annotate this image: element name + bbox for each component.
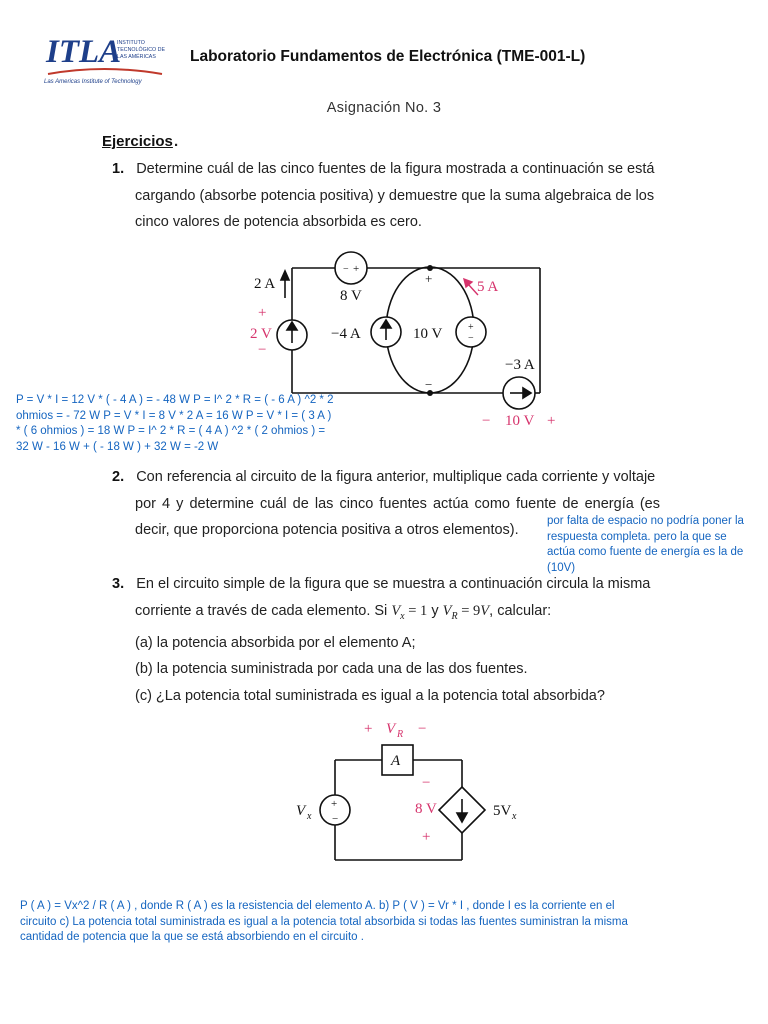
vr-minus: − (418, 721, 427, 737)
src1-voltage: 2 V (250, 326, 272, 342)
vr-label: V (386, 721, 396, 737)
question-2-line2: por 4 y determine cuál de las cinco fuentes actúa como fuente de energía (es (135, 495, 660, 512)
logo-line3: LAS AMÉRICAS (117, 54, 156, 60)
src-minus: − (332, 813, 339, 825)
mid-src-voltage: 10 V (413, 326, 443, 342)
vr-sub: R (397, 729, 404, 740)
question-number: 1. (112, 161, 125, 177)
src-plus: + (331, 798, 338, 810)
question-1-line3: cinco valores de potencia absorbida es cero. (135, 214, 422, 230)
question-3-part-c: (c) ¿La potencia total suministrada es igual a la potencia total absorbida? (135, 687, 605, 704)
element-a: A (391, 753, 401, 769)
question-3 (112, 571, 712, 709)
answer-1: P = V * I = 12 V * ( - 4 A ) = - 48 W P = I^ 2 * R = ( - 6 A ) ^2 * 2 ohmios = - 72 W P = V * I = 8 V * 2 A = 16 W P = V * I = ( 3 A ) * ( 6 ohmios ) = 18 W P = I^ 2 * R = ( 4 A ) ^2 * ( 2 ohmios ) = 32 W - 16 W + ( - 18 W ) + 32 W = -2 W (16, 394, 334, 453)
top-src-voltage: 8 V (340, 288, 362, 304)
question-3-line1: En el circuito simple de la figura que se muestra a continuación circula la misma (136, 576, 651, 592)
dep-plus: + (422, 829, 431, 845)
src1-minus: − (258, 342, 267, 358)
question-number: 3. (112, 576, 125, 592)
vsrc-plus: + (468, 322, 474, 333)
question-1 (112, 156, 692, 236)
question-2-line1: Con referencia al circuito de la figura anterior, multiplique cada corriente y voltaje (136, 469, 656, 485)
question-3-line2: corriente a través de cada elemento. Si $V_x = 1$ y $V_R = 9V$, calcular: (135, 602, 552, 622)
circuit-diagram-2 (290, 712, 530, 872)
mid-src-current: −4 A (331, 326, 361, 342)
bottom-src-plus: + (547, 413, 556, 429)
itla-logo (44, 30, 184, 88)
vr-plus: + (364, 721, 373, 737)
question-1-line2: cargando (absorbe potencia positiva) y demuestre que la suma algebraica de los (135, 187, 655, 204)
vsrc-minus: − (468, 333, 474, 344)
node-top-plus: + (425, 271, 433, 286)
exercises-heading-dot: . (174, 133, 179, 150)
bottom-src-current: −3 A (505, 357, 535, 373)
vx-label: V (296, 803, 306, 819)
bottom-src-minus: − (482, 413, 491, 429)
right-current: 5 A (477, 279, 499, 295)
top-src-minus: − (343, 264, 349, 275)
top-src-plus: + (353, 263, 360, 275)
question-3-part-a: (a) la potencia absorbida por el elemento A; (135, 634, 416, 651)
logo-line1: INSTITUTO (117, 40, 145, 46)
answer-2: por falta de espacio no podría poner la respuesta completa. pero la que se actúa como fuente de energía es la de (10V) (547, 515, 744, 574)
dep-label: 5V (493, 803, 512, 819)
answer-3: P ( A ) = Vx^2 / R ( A ) , donde R ( A ) es la resistencia del elemento A. b) P ( V ) = Vr * I , donde I es la corriente en el circuito c) La potencia total suministrada es igual a la potencia total absorbida si todas las fuentes suministran la misma cantidad de potencia que la que se está absorbiendo en el circuito . (20, 900, 628, 943)
exercises-heading: Ejercicios (102, 133, 173, 150)
logo-line2: TECNOLÓGICO DE (117, 47, 165, 53)
node-bottom-minus: − (425, 377, 433, 392)
assignment-number: Asignación No. 3 (326, 100, 442, 116)
bottom-src-voltage: 10 V (505, 413, 535, 429)
question-2-line3: decir, que proporciona potencia positiva a otros elementos). (135, 522, 519, 538)
logo-tagline: Las Americas Institute of Technology (44, 79, 142, 85)
logo-brand: ITLA (46, 34, 122, 70)
dep-minus: − (422, 775, 431, 791)
question-3-part-b: (b) la potencia suministrada por cada una de las dos fuentes. (135, 661, 528, 678)
dep-sub: x (512, 811, 517, 822)
src1-plus: + (258, 305, 267, 321)
question-1-line1: Determine cuál de las cinco fuentes de la figura mostrada a continuación se está (136, 161, 655, 177)
src1-current: 2 A (254, 276, 276, 292)
vx-sub: x (307, 811, 312, 822)
question-number: 2. (112, 469, 125, 485)
dep-voltage: 8 V (415, 801, 437, 817)
page-title: Laboratorio Fundamentos de Electrónica (TME-001-L) (190, 48, 586, 65)
